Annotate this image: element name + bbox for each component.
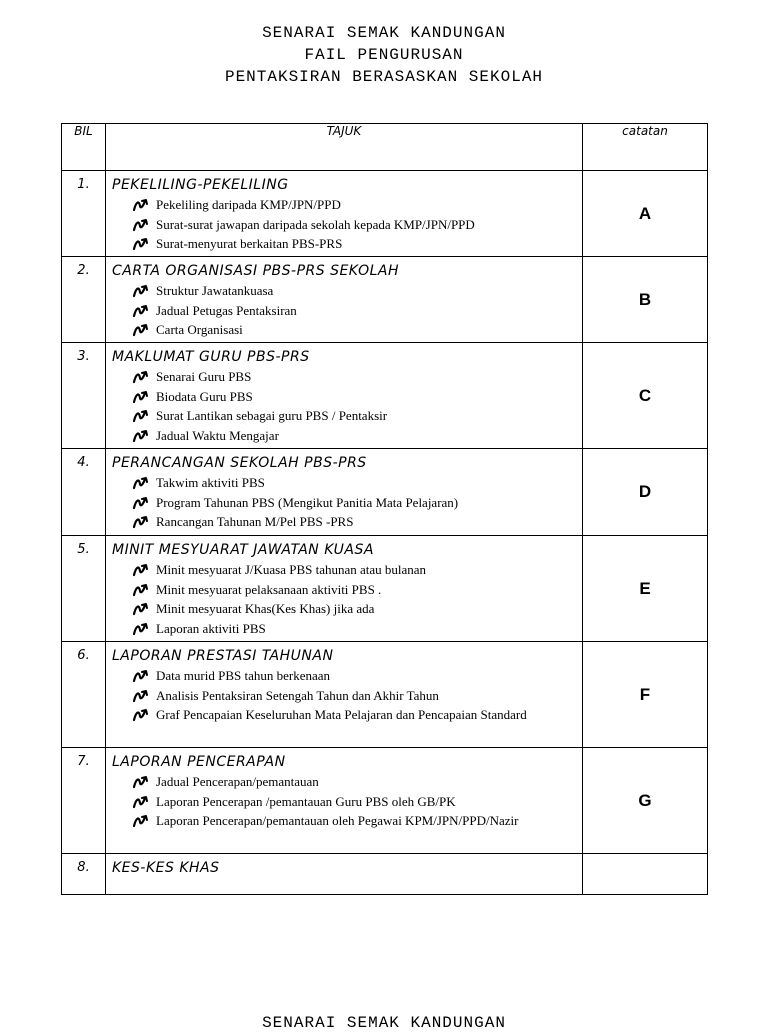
list-item bbox=[132, 320, 576, 340]
row-number: 5. bbox=[62, 536, 106, 642]
item-list bbox=[112, 560, 576, 638]
section-title: PEKELILING-PEKELILING bbox=[112, 177, 289, 193]
curved-arrow-icon bbox=[132, 323, 152, 337]
list-item bbox=[132, 705, 576, 725]
curved-arrow-icon bbox=[132, 602, 152, 616]
row-content bbox=[106, 536, 583, 642]
list-item-text: Laporan Pencerapan/pemantauan oleh Pegawai KPM/JPN/PPD/Nazir bbox=[156, 813, 519, 828]
list-item-text: Graf Pencapaian Keseluruhan Mata Pelajaran dan Pencapaian Standard bbox=[156, 707, 527, 722]
section-title: LAPORAN PRESTASI TAHUNAN bbox=[112, 648, 334, 664]
list-item-text: Minit mesyuarat Khas(Kes Khas) jika ada bbox=[156, 601, 375, 616]
title-line-2: FAIL PENGURUSAN bbox=[304, 46, 464, 64]
list-item-text: Struktur Jawatankuasa bbox=[156, 283, 274, 298]
list-item-text: Data murid PBS tahun berkenaan bbox=[156, 668, 331, 683]
curved-arrow-icon bbox=[132, 390, 152, 404]
list-item bbox=[132, 234, 576, 254]
curved-arrow-icon bbox=[132, 198, 152, 212]
item-list bbox=[112, 666, 576, 725]
list-item bbox=[132, 580, 576, 600]
list-item-text: Takwim aktiviti PBS bbox=[156, 475, 265, 490]
row-number: 4. bbox=[62, 449, 106, 536]
table-row bbox=[62, 343, 708, 449]
row-number: 7. bbox=[62, 748, 106, 854]
list-item bbox=[132, 811, 576, 831]
curved-arrow-icon bbox=[132, 814, 152, 828]
item-list bbox=[112, 473, 576, 532]
table-row bbox=[62, 642, 708, 748]
table-row bbox=[62, 257, 708, 343]
row-content bbox=[106, 257, 583, 343]
row-content bbox=[106, 171, 583, 257]
row-catatan: C bbox=[583, 343, 708, 449]
curved-arrow-icon bbox=[132, 795, 152, 809]
section-title: CARTA ORGANISASI PBS-PRS SEKOLAH bbox=[112, 263, 400, 279]
list-item-text: Analisis Pentaksiran Setengah Tahun dan Akhir Tahun bbox=[156, 687, 439, 703]
list-item bbox=[132, 281, 576, 301]
list-item-text: Laporan aktiviti PBS bbox=[156, 620, 266, 636]
row-number: 3. bbox=[62, 343, 106, 449]
list-item bbox=[132, 686, 576, 706]
list-item-text: Pekeliling daripada KMP/JPN/PPD bbox=[156, 197, 341, 212]
section-title: LAPORAN PENCERAPAN bbox=[112, 754, 286, 770]
list-item-text: Biodata Guru PBS bbox=[156, 388, 253, 404]
list-item-text: Surat Lantikan sebagai guru PBS / Pentaksir bbox=[156, 408, 388, 423]
list-item-text: Surat-menyurat berkaitan PBS-PRS bbox=[156, 236, 343, 251]
section-title: KES-KES KHAS bbox=[112, 860, 220, 876]
list-item-text: Senarai Guru PBS bbox=[156, 369, 252, 384]
row-content bbox=[106, 449, 583, 536]
table-header-row bbox=[62, 124, 708, 171]
list-item-text: Jadual Waktu Mengajar bbox=[156, 427, 279, 443]
list-item bbox=[132, 406, 576, 426]
row-number: 2. bbox=[62, 257, 106, 343]
row-catatan: B bbox=[583, 257, 708, 343]
list-item-text: Laporan Pencerapan /pemantauan Guru PBS oleh GB/PK bbox=[156, 793, 456, 809]
curved-arrow-icon bbox=[132, 304, 152, 318]
list-item bbox=[132, 560, 576, 580]
header-tajuk: TAJUK bbox=[106, 124, 583, 171]
curved-arrow-icon bbox=[132, 689, 152, 703]
list-item bbox=[132, 493, 576, 513]
curved-arrow-icon bbox=[132, 583, 152, 597]
curved-arrow-icon bbox=[132, 496, 152, 510]
list-item bbox=[132, 426, 576, 446]
list-item bbox=[132, 792, 576, 812]
list-item-text: Minit mesyuarat pelaksanaan aktiviti PBS . bbox=[156, 581, 382, 597]
list-item bbox=[132, 473, 576, 493]
curved-arrow-icon bbox=[132, 284, 152, 298]
list-item-text: Rancangan Tahunan M/Pel PBS -PRS bbox=[156, 514, 354, 529]
list-item bbox=[132, 599, 576, 619]
list-item-text: Program Tahunan PBS (Mengikut Panitia Mata Pelajaran) bbox=[156, 494, 459, 510]
table-row bbox=[62, 748, 708, 854]
document-title bbox=[0, 22, 768, 88]
curved-arrow-icon bbox=[132, 429, 152, 443]
curved-arrow-icon bbox=[132, 775, 152, 789]
row-catatan: F bbox=[583, 642, 708, 748]
list-item bbox=[132, 666, 576, 686]
section-title: PERANCANGAN SEKOLAH PBS-PRS bbox=[112, 455, 367, 471]
curved-arrow-icon bbox=[132, 708, 152, 722]
list-item-text: Carta Organisasi bbox=[156, 322, 243, 337]
list-item-text: Jadual Pencerapan/pemantauan bbox=[156, 774, 319, 789]
title-line-1: SENARAI SEMAK KANDUNGAN bbox=[262, 24, 506, 42]
section-title: MINIT MESYUARAT JAWATAN KUASA bbox=[112, 542, 374, 558]
table-row bbox=[62, 171, 708, 257]
curved-arrow-icon bbox=[132, 563, 152, 577]
curved-arrow-icon bbox=[132, 218, 152, 232]
list-item bbox=[132, 619, 576, 639]
item-list bbox=[112, 281, 576, 340]
checklist-table bbox=[61, 123, 708, 895]
header-catatan: catatan bbox=[583, 124, 708, 171]
curved-arrow-icon bbox=[132, 409, 152, 423]
curved-arrow-icon bbox=[132, 370, 152, 384]
row-content bbox=[106, 343, 583, 449]
curved-arrow-icon bbox=[132, 515, 152, 529]
curved-arrow-icon bbox=[132, 622, 152, 636]
item-list bbox=[112, 195, 576, 254]
list-item-text: Minit mesyuarat J/Kuasa PBS tahunan atau bulanan bbox=[156, 562, 427, 577]
row-number: 6. bbox=[62, 642, 106, 748]
list-item-text: Jadual Petugas Pentaksiran bbox=[156, 302, 297, 318]
list-item bbox=[132, 301, 576, 321]
row-catatan: G bbox=[583, 748, 708, 854]
table-body bbox=[62, 171, 708, 895]
row-content bbox=[106, 642, 583, 748]
item-list bbox=[112, 772, 576, 831]
list-item bbox=[132, 195, 576, 215]
list-item bbox=[132, 772, 576, 792]
row-catatan: E bbox=[583, 536, 708, 642]
row-number: 1. bbox=[62, 171, 106, 257]
row-catatan bbox=[583, 854, 708, 895]
next-page-title: SENARAI SEMAK KANDUNGAN bbox=[262, 1014, 506, 1032]
title-line-3: PENTAKSIRAN BERASASKAN SEKOLAH bbox=[224, 68, 544, 86]
row-content bbox=[106, 748, 583, 854]
table-row bbox=[62, 536, 708, 642]
table-row bbox=[62, 449, 708, 536]
row-number: 8. bbox=[62, 854, 106, 895]
item-list bbox=[112, 367, 576, 445]
section-title: MAKLUMAT GURU PBS-PRS bbox=[112, 349, 310, 365]
list-item bbox=[132, 387, 576, 407]
list-item-text: Surat-surat jawapan daripada sekolah kepada KMP/JPN/PPD bbox=[156, 216, 475, 232]
table-row bbox=[62, 854, 708, 895]
curved-arrow-icon bbox=[132, 237, 152, 251]
curved-arrow-icon bbox=[132, 476, 152, 490]
curved-arrow-icon bbox=[132, 669, 152, 683]
row-content bbox=[106, 854, 583, 895]
row-catatan: A bbox=[583, 171, 708, 257]
list-item bbox=[132, 367, 576, 387]
list-item bbox=[132, 512, 576, 532]
row-catatan: D bbox=[583, 449, 708, 536]
header-bil: BIL bbox=[62, 124, 106, 171]
list-item bbox=[132, 215, 576, 235]
